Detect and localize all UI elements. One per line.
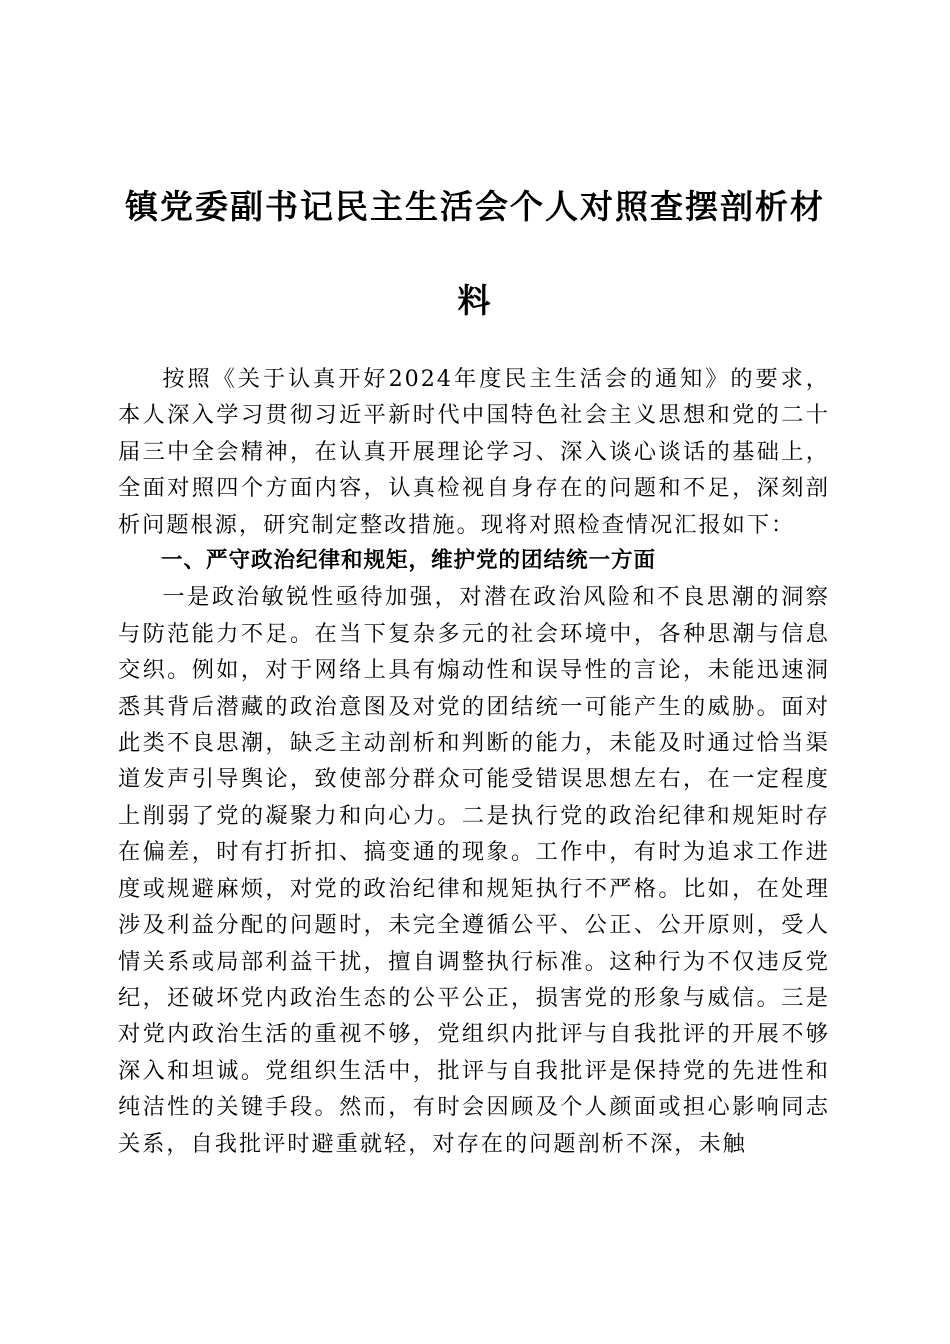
document-body xyxy=(118,361,830,1162)
document-title: 镇党委副书记民主生活会个人对照查摆剖析材料 xyxy=(125,187,825,320)
section-paragraph: 一是政治敏锐性亟待加强，对潜在政治风险和不良思潮的洞察与防范能力不足。在当下复杂多元的社会环境中，各种思潮与信息交织。例如，对于网络上具有煽动性和误导性的言论，未能迅速洞悉其背后潜藏的政治意图及对党的团结统一可能产生的威胁。面对此类不良思潮，缺乏主动剖析和判断的能力，未能及时通过恰当渠道发声引导舆论，致使部分群众可能受错误思想左右，在一定程度上削弱了党的凝聚力和向心力。二是执行党的政治纪律和规矩时存在偏差，时有打折扣、搞变通的现象。工作中，有时为追求工作进度或规避麻烦，对党的政治纪律和规矩执行不严格。比如，在处理涉及利益分配的问题时，未完全遵循公平、公正、公开原则，受人情关系或局部利益干扰，擅自调整执行标准。这种行为不仅违反党纪，还破坏党内政治生态的公平公正，损害党的形象与威信。三是对党内政治生活的重视不够，党组织内批评与自我批评的开展不够深入和坦诚。党组织生活中，批评与自我批评是保持党的先进性和纯洁性的关键手段。然而，有时会因顾及个人颜面或担心影响同志关系，自我批评时避重就轻，对存在的问题剖析不深，未触 xyxy=(118,584,830,1157)
intro-paragraph: 按照《关于认真开好2024年度民主生活会的通知》的要求，本人深入学习贯彻习近平新时代中国特色社会主义思想和党的二十届三中全会精神，在认真开展理论学习、深入谈心谈话的基础上，全面对照四个方面内容，认真检视自身存在的问题和不足，深刻剖析问题根源，研究制定整改措施。现将对照检查情况汇报如下： xyxy=(118,366,830,538)
section-heading: 一、严守政治纪律和规矩，维护党的团结统一方面 xyxy=(161,548,657,574)
